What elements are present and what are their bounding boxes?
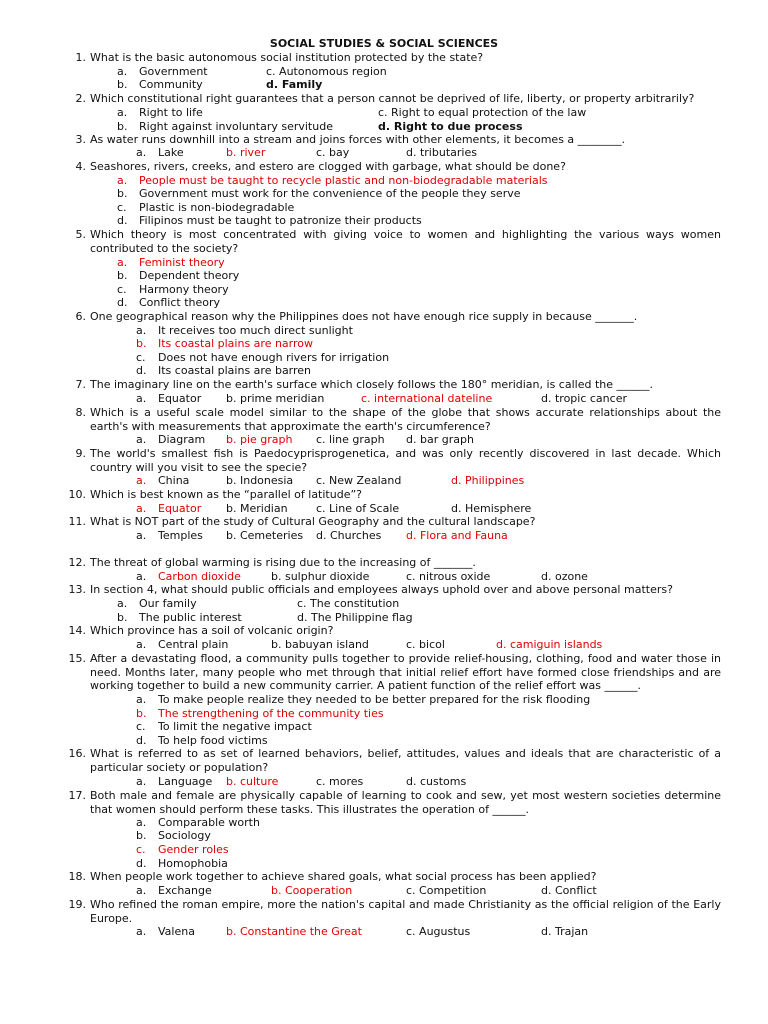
question-number: 18. (68, 870, 86, 883)
question-number: 7. (75, 378, 86, 391)
option-label: b. (117, 78, 128, 91)
option-label: d. (136, 364, 147, 377)
question-text: Which province has a soil of volcanic origin? (90, 624, 334, 637)
question-5 (75, 228, 721, 255)
question-text: When people work together to achieve shared goals, what social process has been applied? (90, 870, 597, 883)
question-number: 8. (75, 406, 86, 419)
option-label: b. (136, 337, 147, 350)
question-number: 12. (68, 556, 86, 569)
option-c: c. Right to equal protection of the law (378, 106, 587, 119)
question-7 (75, 378, 721, 392)
question-text: Which is best known as the “parallel of latitude”? (90, 488, 363, 501)
question-number: 1. (75, 51, 86, 64)
option-label: a. (136, 884, 147, 897)
option-label: a. (136, 324, 147, 337)
question-number: 14. (68, 624, 86, 637)
question-13 (68, 583, 721, 597)
option-label: a. (136, 816, 147, 829)
option-text: Right against involuntary servitude (139, 120, 333, 133)
option-b-answer: Its coastal plains are narrow (158, 337, 314, 350)
question-number: 17. (68, 789, 86, 802)
option-d-answer: d. Family (266, 78, 323, 91)
question-19 (68, 898, 721, 925)
option-label: a. (117, 106, 128, 119)
question-text: What is NOT part of the study of Cultural Geography and the cultural landscape? (90, 515, 536, 528)
option-b: b. Indonesia (226, 474, 294, 487)
question-text: The imaginary line on the earth's surface which closely follows the 180° meridian, is called the ______. (90, 378, 653, 391)
option-c: d. Churches (316, 529, 382, 542)
option-b: b. babuyan island (271, 638, 369, 651)
option-text: Government (139, 65, 208, 78)
question-4 (75, 160, 721, 174)
question-12 (68, 556, 721, 570)
question-text: The world's smallest fish is Paedocyprisprogenetica, and was only recently discovered in last decade. Which country will you visit to see the specie? (90, 447, 721, 474)
option-label: d. (136, 857, 147, 870)
option-text: It receives too much direct sunlight (158, 324, 353, 337)
option-text: Exchange (158, 884, 212, 897)
question-number: 16. (68, 747, 86, 760)
option-label: a. (136, 433, 147, 446)
option-c: c. bay (316, 146, 350, 159)
option-label: b. (117, 120, 128, 133)
option-b: b. Meridian (226, 502, 288, 515)
question-text: What is referred to as set of learned behaviors, belief, attitudes, values and ideals that are characteristic of a particular society or population? (90, 747, 721, 774)
option-text: Valena (158, 925, 195, 938)
option-label: a. (117, 597, 128, 610)
option-label: b. (117, 611, 128, 624)
question-6 (75, 310, 721, 324)
option-c-answer: Gender roles (158, 843, 229, 856)
question-number: 4. (75, 160, 86, 173)
question-text: In section 4, what should public officials and employees always uphold over and above personal matters? (90, 583, 673, 596)
option-label: a. (136, 502, 147, 515)
option-label: a. (136, 570, 147, 583)
question-text: What is the basic autonomous social institution protected by the state? (90, 51, 484, 64)
option-label: b. (136, 707, 147, 720)
option-label: a. (136, 529, 147, 542)
option-a-answer: Feminist theory (139, 256, 225, 269)
option-d: d. ozone (541, 570, 588, 583)
option-b-answer: The strengthening of the community ties (158, 707, 384, 720)
option-c: c. mores (316, 775, 364, 788)
option-label: a. (117, 65, 128, 78)
option-b-answer: b. Cooperation (271, 884, 353, 897)
option-d-answer: d. Flora and Fauna (406, 529, 508, 542)
option-text: Does not have enough rivers for irrigation (158, 351, 390, 364)
option-a-answer: People must be taught to recycle plastic and non-biodegradable materials (139, 174, 548, 187)
option-text: Its coastal plains are barren (158, 364, 312, 377)
option-text: Right to life (139, 106, 203, 119)
option-text: Language (158, 775, 213, 788)
option-label: c. (136, 720, 146, 733)
option-text: Harmony theory (139, 283, 229, 296)
option-label: b. (136, 829, 147, 842)
option-text: Conflict theory (139, 296, 221, 309)
option-text: Community (139, 78, 203, 91)
question-3 (75, 133, 721, 147)
question-text: One geographical reason why the Philippines does not have enough rice supply in because _______. (90, 310, 638, 323)
option-d: d. customs (406, 775, 467, 788)
question-text: After a devastating flood, a community pulls together to provide relief-housing, clothing, food and water those in need. Months later, many people who met through that initial relief effort have formed close friendships and are working together to build a new community carrier. A patient function of the relief effort was ______. (90, 652, 721, 693)
option-d-answer: d. Right to due process (378, 120, 523, 133)
option-label: a. (136, 474, 147, 487)
question-10 (68, 488, 721, 502)
question-number: 15. (68, 652, 86, 665)
option-label: d. (117, 214, 128, 227)
option-label: c. (136, 843, 146, 856)
option-a-answer: Carbon dioxide (158, 570, 241, 583)
option-c: c. line graph (316, 433, 385, 446)
option-d-answer: d. camiguin islands (496, 638, 603, 651)
option-text: Our family (139, 597, 197, 610)
question-number: 10. (68, 488, 86, 501)
option-label: c. (117, 283, 127, 296)
question-14 (68, 624, 721, 638)
option-text: Homophobia (158, 857, 228, 870)
question-17 (68, 789, 721, 816)
option-b: b. Cemeteries (226, 529, 304, 542)
option-c: c. New Zealand (316, 474, 402, 487)
option-label: a. (136, 638, 147, 651)
option-label: b. (117, 187, 128, 200)
option-text: Temples (158, 529, 203, 542)
option-b: b. sulphur dioxide (271, 570, 370, 583)
question-number: 2. (75, 92, 86, 105)
option-label: d. (136, 734, 147, 747)
option-text: Central plain (158, 638, 229, 651)
question-2 (75, 92, 721, 106)
option-b-answer: b. river (226, 146, 266, 159)
option-d: d. tributaries (406, 146, 477, 159)
option-d-answer: d. Philippines (451, 474, 525, 487)
question-11 (68, 515, 721, 529)
option-c: c. nitrous oxide (406, 570, 491, 583)
question-number: 5. (75, 228, 86, 241)
option-label: c. (136, 351, 146, 364)
option-label: a. (136, 392, 147, 405)
option-text: Comparable worth (158, 816, 260, 829)
option-a-answer: Equator (158, 502, 202, 515)
document-title: SOCIAL STUDIES & SOCIAL SCIENCES (269, 37, 499, 50)
option-text: Government must work for the convenience of the people they serve (139, 187, 521, 200)
question-8 (75, 406, 721, 433)
question-text: Which constitutional right guarantees that a person cannot be deprived of life, liberty, or property arbitrarily? (90, 92, 695, 105)
option-text: Lake (158, 146, 184, 159)
question-text: The threat of global warming is rising due to the increasing of _______. (90, 556, 476, 569)
option-text: The public interest (139, 611, 242, 624)
option-label: a. (117, 256, 128, 269)
option-text: Equator (158, 392, 202, 405)
option-text: To help food victims (158, 734, 268, 747)
option-c: c. The constitution (297, 597, 400, 610)
option-c: c. Augustus (406, 925, 471, 938)
option-b-answer: b. pie graph (226, 433, 293, 446)
option-text: Diagram (158, 433, 206, 446)
question-number: 19. (68, 898, 86, 911)
option-d: d. Conflict (541, 884, 597, 897)
option-d: d. tropic cancer (541, 392, 627, 405)
option-label: a. (136, 775, 147, 788)
option-b-answer: b. Constantine the Great (226, 925, 362, 938)
option-c: c. Line of Scale (316, 502, 400, 515)
option-label: d. (117, 296, 128, 309)
option-c: c. Competition (406, 884, 487, 897)
question-1 (75, 51, 721, 65)
option-text: To limit the negative impact (158, 720, 312, 733)
option-text: Sociology (158, 829, 211, 842)
option-d: d. bar graph (406, 433, 474, 446)
question-text: Which is a useful scale model similar to the shape of the globe that shows accurate relationships about the earth's with measurements that approximate the earth's circumference? (90, 406, 721, 433)
option-text: To make people realize they needed to be better prepared for the risk flooding (158, 693, 591, 706)
option-text: Plastic is non-biodegradable (139, 201, 295, 214)
question-text: As water runs downhill into a stream and joins forces with other elements, it becomes a ________. (90, 133, 626, 146)
question-15 (68, 652, 721, 693)
option-d: d. Trajan (541, 925, 589, 938)
question-text: Who refined the roman empire, more the nation's capital and made Christianity as the official religion of the Early Europe. (90, 898, 721, 925)
option-text: Dependent theory (139, 269, 240, 282)
option-d: d. Hemisphere (451, 502, 532, 515)
question-text: Which theory is most concentrated with giving voice to women and highlighting the various ways women contributed to the society? (90, 228, 721, 255)
question-number: 9. (75, 447, 86, 460)
option-text: Filipinos must be taught to patronize their products (139, 214, 422, 227)
option-c: c. Autonomous region (266, 65, 387, 78)
question-number: 3. (75, 133, 86, 146)
option-d: d. The Philippine flag (297, 611, 413, 624)
option-label: a. (117, 174, 128, 187)
option-b-answer: b. culture (226, 775, 279, 788)
question-18 (68, 870, 721, 884)
option-label: a. (136, 146, 147, 159)
question-9 (75, 447, 721, 474)
question-text: Seashores, rivers, creeks, and estero are clogged with garbage, what should be done? (90, 160, 566, 173)
option-c-answer: c. international dateline (361, 392, 493, 405)
option-label: a. (136, 925, 147, 938)
question-number: 6. (75, 310, 86, 323)
option-label: c. (117, 201, 127, 214)
option-c: c. bicol (406, 638, 445, 651)
question-16 (68, 747, 721, 774)
option-label: b. (117, 269, 128, 282)
option-label: a. (136, 693, 147, 706)
question-number: 13. (68, 583, 86, 596)
option-text: China (158, 474, 190, 487)
option-b: b. prime meridian (226, 392, 325, 405)
question-text: Both male and female are physically capable of learning to cook and sew, yet most western societies determine that women should perform these tasks. This illustrates the operation of ______. (90, 789, 721, 816)
question-number: 11. (68, 515, 86, 528)
